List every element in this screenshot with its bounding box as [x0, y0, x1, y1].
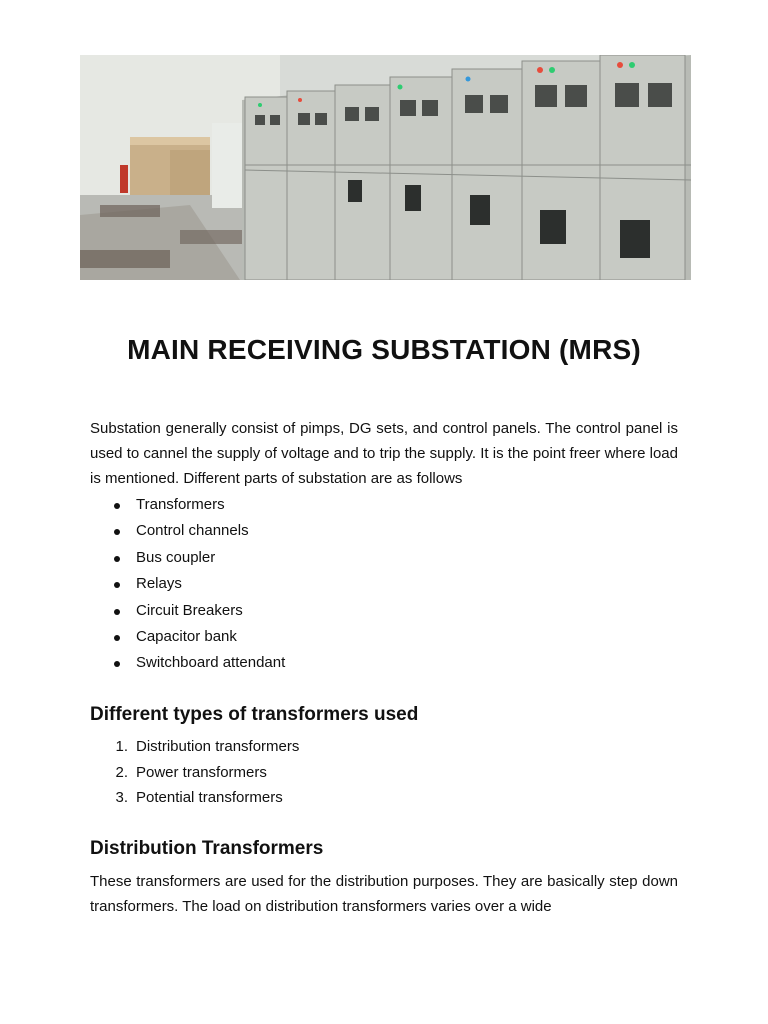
page-title: MAIN RECEIVING SUBSTATION (MRS) [127, 334, 641, 365]
list-item: Capacitor bank [90, 624, 285, 650]
section-heading: Distribution Transformers [90, 838, 324, 859]
list-item: Switchboard attendant [90, 650, 285, 676]
types-heading: Different types of transformers used [90, 704, 419, 725]
list-item: Transformers [90, 492, 285, 518]
list-item: Control channels [90, 518, 285, 544]
substation-parts-list [90, 492, 285, 677]
section-paragraph: These transformers are used for the distribution purposes. They are basically step down transformers. The load on distribution transformers varies over a wide [90, 873, 678, 915]
list-number: 2. [115, 763, 128, 781]
list-item [90, 785, 299, 811]
list-item [90, 734, 299, 760]
list-item: Bus coupler [90, 545, 285, 571]
substation-photo [80, 55, 691, 280]
list-item-label: Distribution transformers [136, 738, 300, 755]
list-item: Relays [90, 571, 285, 597]
transformer-types-list [90, 734, 299, 811]
list-item: Circuit Breakers [90, 598, 285, 624]
intro-paragraph: Substation generally consist of pimps, DG sets, and control panels. The control panel is used to cannel the supply of voltage and to trip the supply. It is the point freer where load is mentioned. Different parts of substation are as follows [90, 420, 678, 487]
list-item-label: Potential transformers [136, 789, 283, 806]
list-item [90, 760, 299, 786]
list-item-label: Power transformers [136, 763, 267, 781]
list-number: 3. [115, 789, 128, 806]
list-number: 1. [115, 738, 128, 755]
